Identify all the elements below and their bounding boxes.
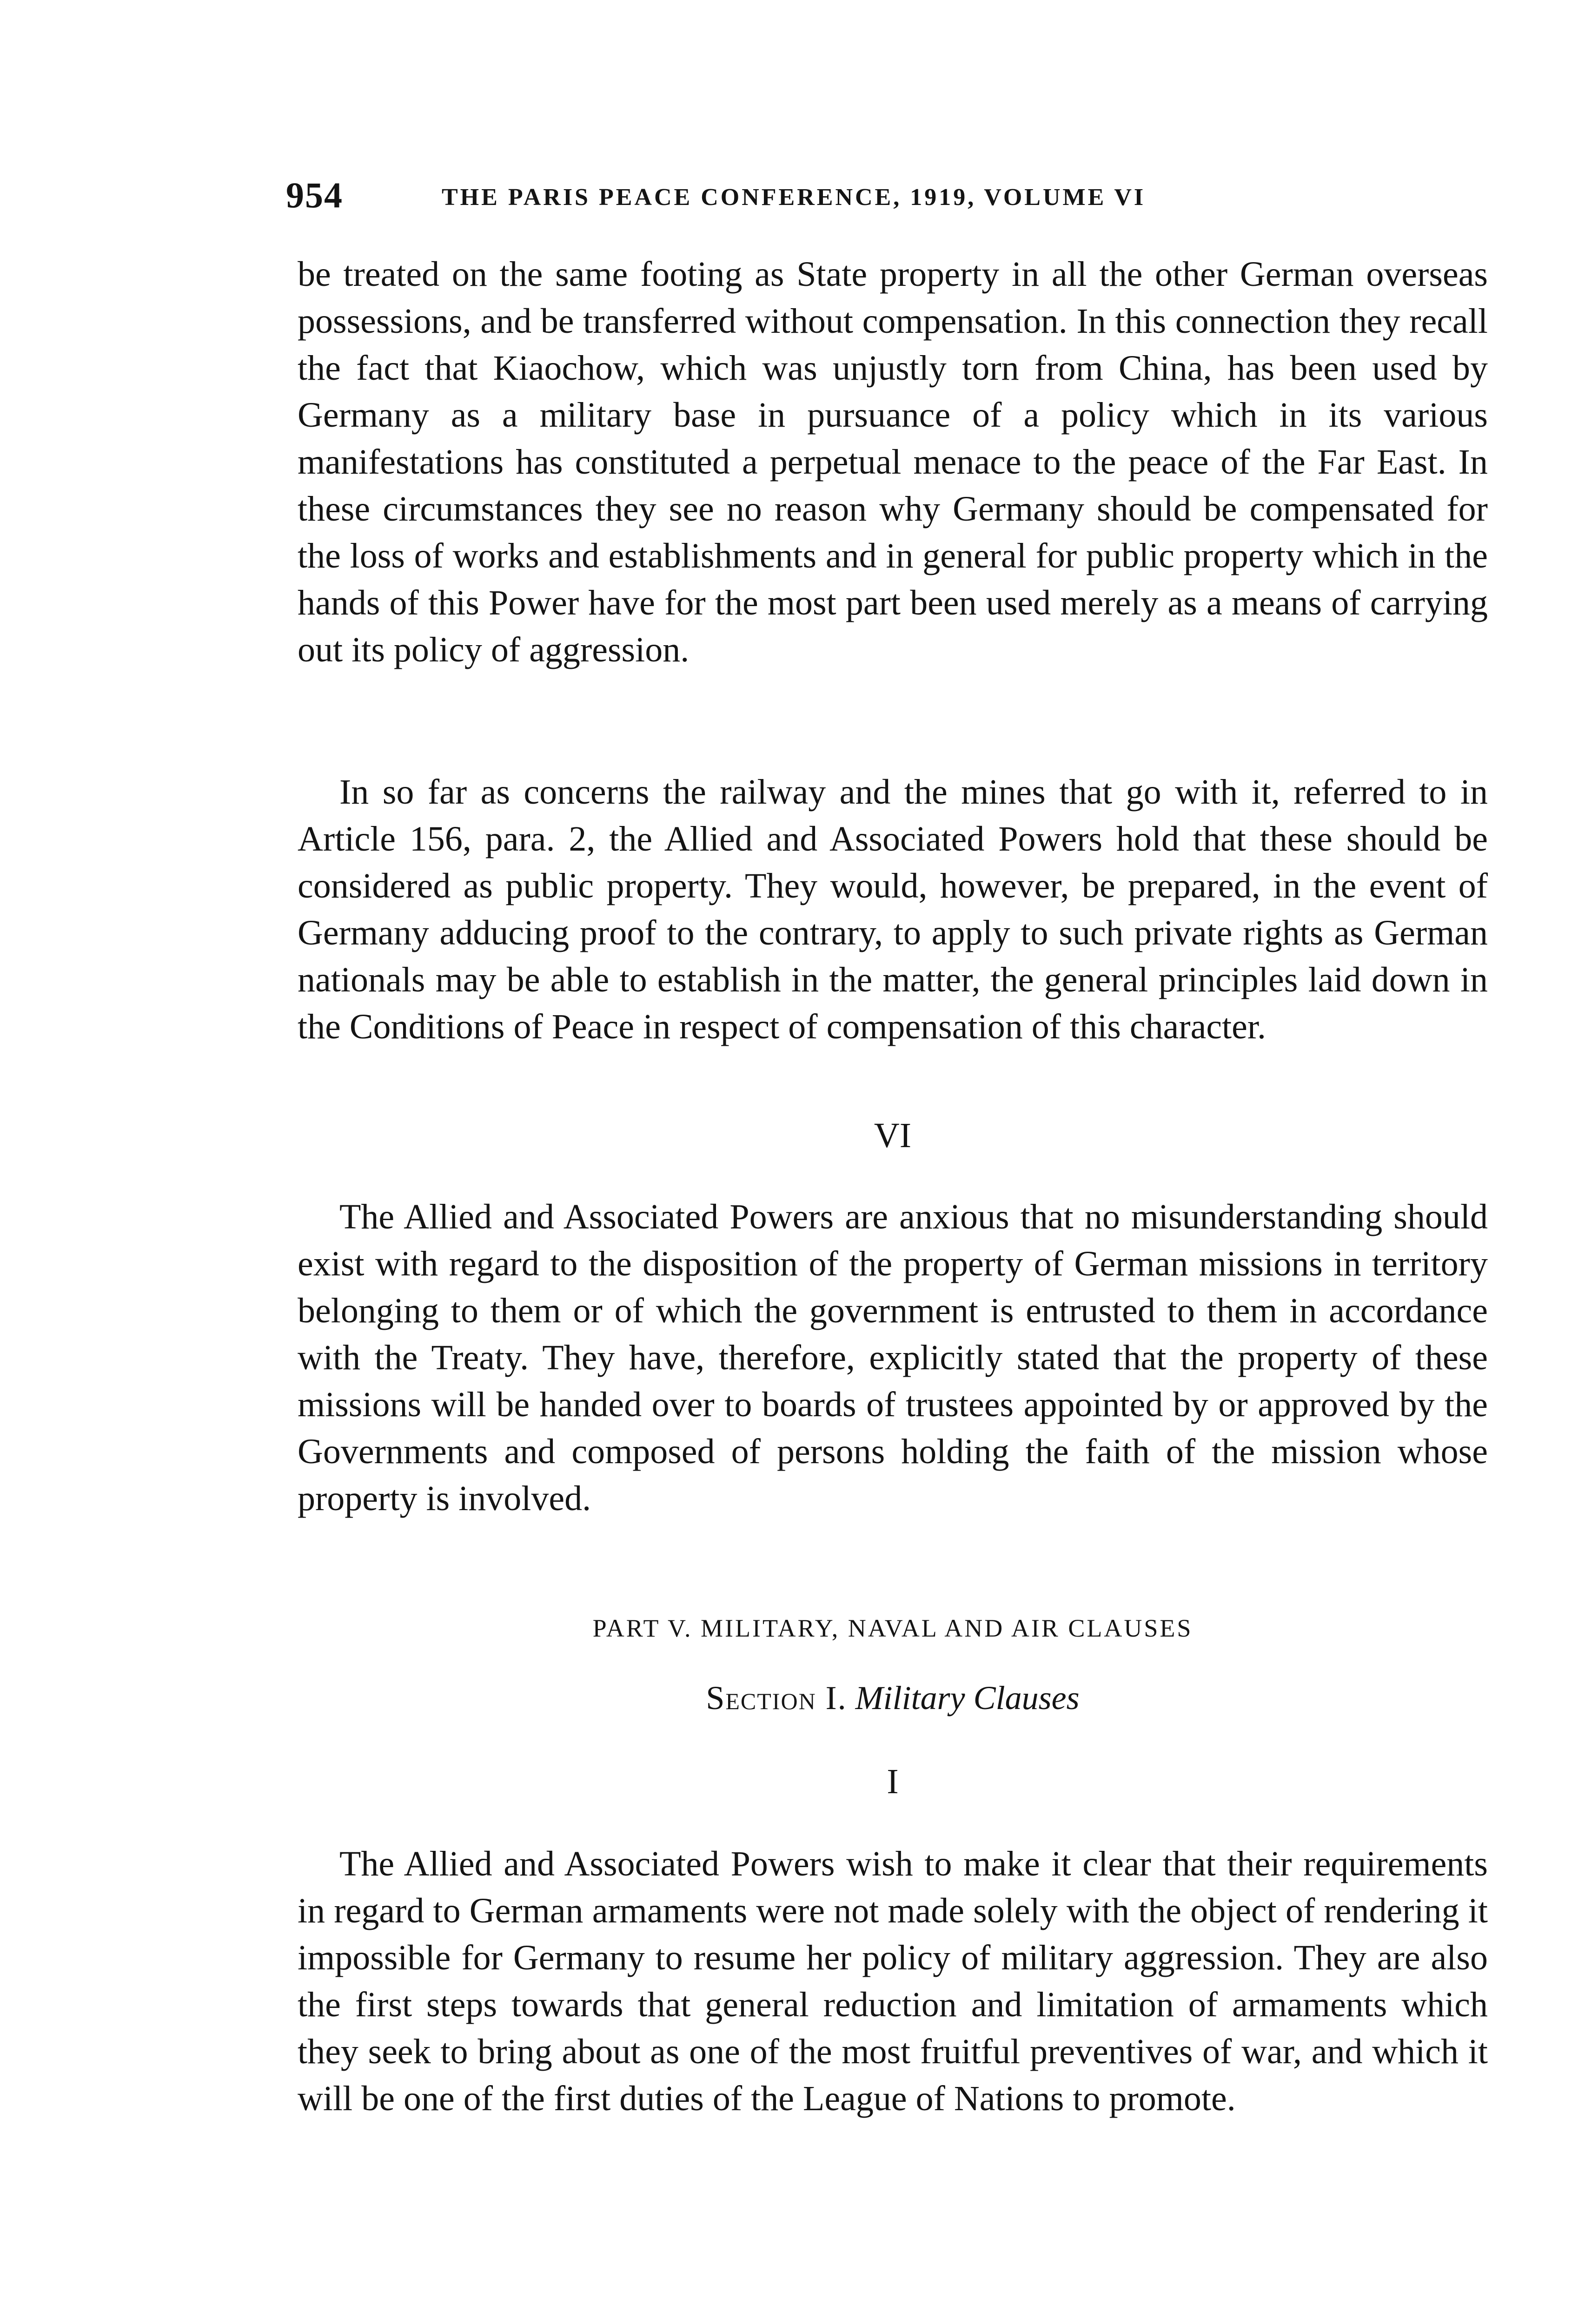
page-number: 954 <box>286 175 343 215</box>
paragraph-kiaochow-property: be treated on the same footing as State property in all the other German overseas possessions, and be transferred without compensation. In this connection they recall the fact that Kiaochow, which was unjustly torn from China, has been used by Germany as a military base in pursuance of a policy which in its various manifestations has constituted a perpetual menace to the peace of the Far East. In these circumstances they see no reason why Germany should be compensated for the loss of works and establishments and in general for public property which in the hands of this Power have for the most part been used merely as a means of carrying out its policy of aggression. <box>298 255 1488 669</box>
paragraph-armaments: The Allied and Associated Powers wish to make it clear that their requirements in regard to German armaments were not made solely with the object of rendering it impossible for Germany to resume her policy of military aggression. They are also the first steps towards that general reduction and limitation of armaments which they seek to bring about as one of the most fruitful preventives of war, and which it will be one of the first duties of the League of Nations to promote. <box>298 1844 1488 2118</box>
running-head <box>286 174 1525 225</box>
section-title: Military Clauses <box>855 1679 1080 1717</box>
section-numeral-vi: VI <box>874 1116 912 1155</box>
document-page <box>286 0 1525 2324</box>
paragraph-german-missions: The Allied and Associated Powers are anxious that no misunderstanding should exist with regard to the disposition of the property of German missions in territory belonging to them or of which the government is entrusted to them in accordance with the Treaty. They have, therefore, explicitly stated that the property of these missions will be handed over to boards of trustees appointed by or approved by the Governments and composed of persons holding the faith of the mission whose property is involved. <box>298 1197 1488 1518</box>
part-heading: PART V. MILITARY, NAVAL AND AIR CLAUSES <box>592 1614 1193 1642</box>
running-title: THE PARIS PEACE CONFERENCE, 1919, VOLUME VI <box>442 184 1146 211</box>
section-numeral-i: I <box>887 1762 899 1801</box>
section-heading <box>298 1679 1488 1717</box>
section-label: Section I. <box>706 1679 847 1717</box>
paragraph-railway-mines: In so far as concerns the railway and the mines that go with it, referred to in Article 156, para. 2, the Allied and Associated Powers hold that these should be considered as public property. They would, however, be prepared, in the event of Germany adducing proof to the contrary, to apply to such private rights as German nationals may be able to establish in the matter, the general principles laid down in the Conditions of Peace in respect of compensation of this character. <box>298 772 1488 1046</box>
